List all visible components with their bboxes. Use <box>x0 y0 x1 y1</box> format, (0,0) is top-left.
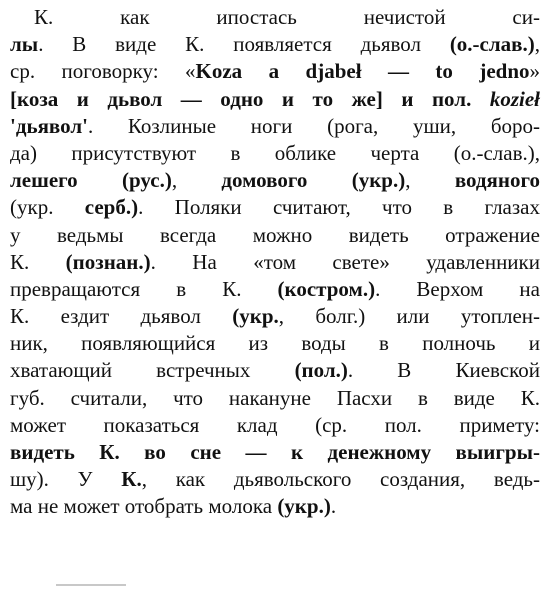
text-segment: у ведьмы всегда можно видеть отражение <box>10 222 540 247</box>
text-line <box>10 194 540 221</box>
text-segment: хватающий встречных <box>10 358 295 383</box>
text-segment: (о.-слав.) <box>449 32 535 57</box>
text-segment: , болг.) или утоплен- <box>278 304 540 329</box>
text-segment: ник, появляющийся из воды в полночь и <box>10 331 540 356</box>
text-segment: домового <box>221 168 352 193</box>
text-segment: К. <box>10 249 66 274</box>
text-line <box>10 31 540 58</box>
text-segment: (укр. <box>10 195 85 220</box>
text-segment: [коза и дьвол — одно и то же] и пол. <box>10 86 490 111</box>
text-line <box>10 249 540 276</box>
text-segment: ма не может отобрать молока <box>10 494 278 519</box>
text-segment: К. как ипостась нечистой си- <box>34 5 540 29</box>
text-segment: (укр. <box>232 304 279 329</box>
text-segment: , как дьявольского создания, ведь- <box>141 467 540 492</box>
text-segment: водяного <box>454 168 541 193</box>
article-text <box>10 4 540 521</box>
text-segment: , <box>534 32 540 57</box>
text-segment: К. ездит дьявол <box>10 304 233 329</box>
text-segment: » <box>529 59 541 84</box>
text-segment: 'дьявол' <box>10 113 88 138</box>
text-segment: , <box>405 168 455 193</box>
text-line <box>10 167 540 194</box>
text-segment: да) присутствуют в облике черта (о.-слав.), <box>10 140 540 165</box>
text-segment: (рус.) <box>122 168 172 193</box>
text-line <box>10 439 540 466</box>
text-segment: губ. считали, что накануне Пасхи в виде К. <box>10 385 540 410</box>
text-segment: может показаться клад (ср. пол. примету: <box>10 412 540 437</box>
text-segment: (пол.) <box>294 358 348 383</box>
text-segment: . На «том свете» удавленники <box>150 249 540 274</box>
text-line <box>10 140 540 167</box>
text-segment: К. <box>121 467 142 492</box>
text-line <box>10 303 540 330</box>
text-line <box>10 58 540 85</box>
text-line <box>10 276 540 303</box>
text-segment: , <box>171 168 222 193</box>
text-segment: . Поляки считают, что в глазах <box>138 195 540 220</box>
text-segment: . В Киевской <box>347 358 541 383</box>
text-segment: лешего <box>10 168 122 193</box>
text-segment: . Козлиные ноги (рога, уши, боро- <box>87 113 540 138</box>
text-segment: kozieł <box>489 86 540 111</box>
text-segment: шу). У <box>10 467 122 492</box>
text-segment: видеть К. во сне — к денежному выигры- <box>10 440 540 464</box>
text-segment: серб.) <box>84 195 139 220</box>
text-line <box>10 113 540 140</box>
text-segment: ср. поговорку: « <box>10 59 196 84</box>
text-segment: превращаются в К. <box>10 276 278 301</box>
text-line <box>10 385 540 412</box>
text-segment: лы <box>10 32 39 57</box>
text-line <box>10 357 540 384</box>
text-line <box>10 466 540 493</box>
text-line <box>10 493 540 520</box>
text-segment: (укр.) <box>277 494 331 519</box>
text-segment: (познан.) <box>65 249 151 274</box>
text-line <box>10 222 540 249</box>
text-segment: Koza a djabeł — to jedno <box>195 59 530 84</box>
text-segment: (укр.) <box>351 168 406 193</box>
text-segment: . В виде К. появляется дьявол <box>38 32 450 57</box>
text-line <box>10 4 540 31</box>
text-line <box>10 412 540 439</box>
text-line <box>10 330 540 357</box>
text-segment: . Верхом на <box>375 276 540 301</box>
text-segment: (костром.) <box>277 276 376 301</box>
text-segment: . <box>330 494 337 519</box>
scan-edge-artifact <box>56 584 126 586</box>
text-line <box>10 86 540 113</box>
